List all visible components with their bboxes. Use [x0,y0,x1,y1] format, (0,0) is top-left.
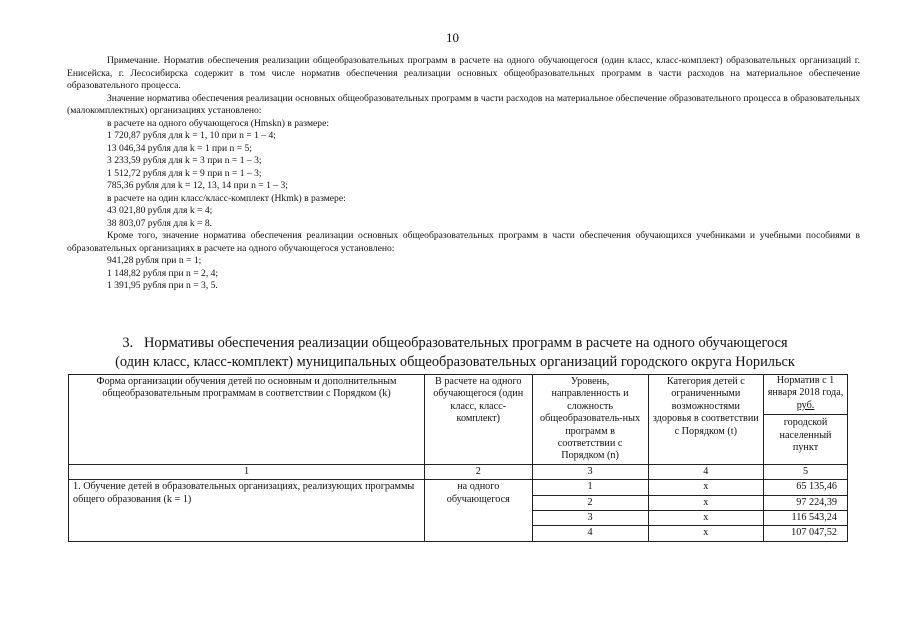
header-category: Категория детей с ограниченными возможностями здоровья в соответствии с Порядком (t) [648,375,763,465]
list-item: 1 148,82 рубля при n = 2, 4; [107,267,219,279]
list-item: 1 512,72 рубля для k = 9 при n = 1 – 3; [107,167,262,179]
list-item: 785,36 рубля для k = 12, 13, 14 при n = 1 – 3; [107,180,288,191]
normative-table [68,374,848,542]
cell-value: 116 543,24 [764,511,848,526]
section-title-line-2: (один класс, класс-комплект) муниципальных общеобразовательных организаций городского округа Норильск [115,354,795,370]
table-header-row [69,375,848,465]
column-number: 3 [532,464,648,479]
header-per-student: В расчете на одного обучающегося (один класс, класс-комплект) [424,375,532,465]
notes-block [67,55,860,293]
table-row [69,480,848,495]
column-number: 2 [424,464,532,479]
row-unit: на одного обучающегося [424,480,532,542]
note-paragraph-4: в расчете на один класс/класс-комплект (Нkmk) в размере: [107,192,346,204]
header-form: Форма организации обучения детей по основным и дополнительным общеобразовательным программам в соответствии с Порядком (k) [69,375,425,465]
cell-t: х [648,495,763,510]
list-item: 941,28 рубля при n = 1; [107,255,202,266]
column-number: 5 [764,464,848,479]
cell-t: х [648,526,763,541]
list-item: 38 803,07 рубля для k = 8. [107,217,213,229]
header-normative-unit: руб. [796,399,815,411]
header-normative-top [764,375,847,415]
header-level: Уровень, направленность и сложность общеобразователь-ных программ в соответствии с Порядком (n) [532,375,648,465]
cell-n: 1 [532,480,648,495]
cell-value: 107 047,52 [764,526,848,541]
cell-t: х [648,480,763,495]
list-item: 13 046,34 рубля для k = 1 при n = 5; [107,142,252,154]
header-normative [764,375,848,465]
note-paragraph-2: Значение норматива обеспечения реализации основных общеобразовательных программ в части расходов на материальное обеспечение образовательного процесса в образовательных (малокомплектных) организациях установлено: [67,92,860,116]
section-title-line-1 [60,334,850,353]
page-number: 10 [446,30,459,45]
section-title-text-1: Нормативы обеспечения реализации общеобразовательных программ в расчете на одного обучающегося [144,335,788,351]
list-item: 1 720,87 рубля для k = 1, 10 при n = 1 – 4; [107,130,276,141]
list-item: 1 391,95 рубля при n = 3, 5. [107,280,218,291]
table-column-numbers-row [69,464,848,479]
cell-n: 2 [532,495,648,510]
column-number: 1 [69,464,425,479]
cell-n: 3 [532,511,648,526]
cell-t: х [648,511,763,526]
list-item: 43 021,80 рубля для k = 4; [107,205,213,216]
header-normative-label: Норматив с 1 января 2018 года, [767,375,844,399]
list-item: 3 233,59 рубля для k = 3 при n = 1 – 3; [107,155,262,166]
row-form-label: 1. Обучение детей в образовательных организациях, реализующих программы общего образования (k = 1) [69,480,425,542]
section-number: 3. [122,335,134,351]
column-number: 4 [648,464,763,479]
cell-value: 65 135,46 [764,480,848,495]
cell-value: 97 224,39 [764,495,848,510]
section-title [60,334,850,372]
note-paragraph-1: Примечание. Норматив обеспечения реализации общеобразовательных программ в расчете на одного обучающегося (один класс, класс-комплект) образовательных организаций г. Енисейска, г. Лесосибирска содержит в том числе норматив обеспечения реализации основных общеобразовательных программ в части расходов на материальное обеспечение образовательного процесса. [67,55,860,91]
cell-n: 4 [532,526,648,541]
header-normative-settlement: городской населенный пункт [779,417,832,454]
note-paragraph-3: в расчете на одного обучающегося (Нmskn) в размере: [107,117,329,129]
note-paragraph-5: Кроме того, значение норматива обеспечения реализации основных общеобразовательных программ в части обеспечения обучающихся учебниками и учебными пособиями в образовательных организациях в расчете на одного обучающегося установлено: [67,230,860,254]
